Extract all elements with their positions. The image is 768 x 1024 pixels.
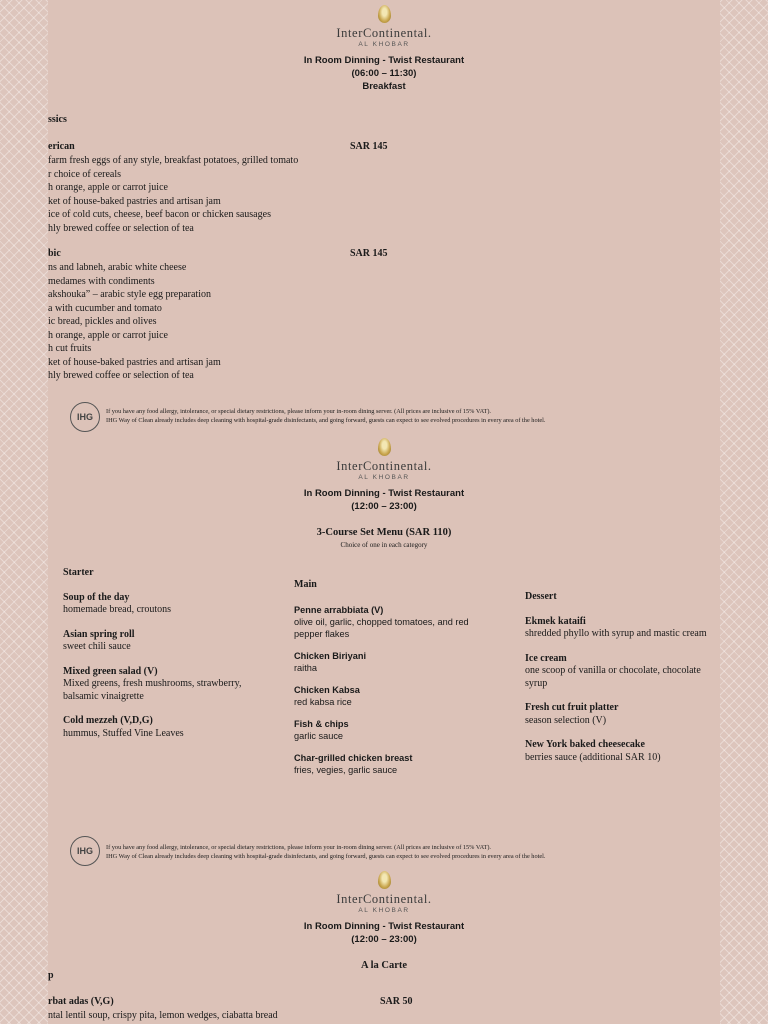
menu-item-name: Fresh cut fruit platter [525, 702, 619, 713]
brand-name: InterContinental. [336, 459, 432, 473]
brand-name: InterContinental. [336, 892, 432, 906]
menu-item-description: one scoop of vanilla or chocolate, chocolate syrup [525, 665, 701, 689]
service-hours: (12:00 – 23:00) [351, 934, 417, 945]
menu-item [294, 684, 494, 708]
menu-item [294, 718, 494, 742]
brand-location: AL KHOBAR [358, 41, 410, 48]
description-line: ic bread, pickles and olives [48, 316, 157, 327]
menu-item [525, 739, 715, 764]
menu-item [294, 604, 494, 640]
menu-item-description [48, 261, 221, 383]
description-line: ns and labneh, arabic white cheese [48, 262, 187, 273]
restaurant-title: In Room Dinning - Twist Restaurant [303, 921, 465, 932]
description-line: r choice of cereals [48, 168, 122, 180]
dessert-column [525, 591, 715, 764]
menu-item-description: hummus, Stuffed Vine Leaves [63, 727, 184, 739]
description-line: a with cucumber and tomato [48, 302, 162, 314]
dessert-title: Dessert [525, 591, 557, 602]
menu-item-name: rbat adas (V,G) [48, 996, 114, 1007]
menu-item [525, 702, 715, 727]
menu-item-description: shredded phyllo with syrup and mastic cream [525, 628, 707, 639]
menu-item [294, 650, 494, 674]
menu-item-name: Chicken Kabsa [294, 684, 360, 695]
decorative-border-right [720, 0, 768, 1024]
description-line: h cut fruits [48, 343, 92, 354]
menu-item-name: Soup of the day [63, 591, 130, 603]
description-line: hly brewed coffee or selection of tea [48, 370, 194, 381]
starter-title: Starter [63, 567, 94, 578]
description-line: medames with condiments [48, 275, 155, 287]
service-hours: (06:00 – 11:30) [351, 68, 417, 79]
menu-item-name: erican [48, 141, 75, 152]
menu-item-price: SAR 50 [380, 996, 413, 1007]
brand-location: AL KHOBAR [358, 907, 410, 914]
menu-item [294, 752, 494, 776]
ihg-logo-icon: IHG [70, 836, 100, 866]
ihg-logo-icon: IHG [70, 402, 100, 432]
menu-item-price: SAR 145 [350, 248, 388, 259]
menu-item-description: berries sauce (additional SAR 10) [525, 751, 661, 763]
description-line: ice of cold cuts, cheese, beef bacon or chicken sausages [48, 209, 271, 220]
set-menu-heading: 3-Course Set Menu (SAR 110) [316, 527, 452, 538]
menu-item-description: raitha [294, 662, 317, 673]
restaurant-title: In Room Dinning - Twist Restaurant [303, 55, 465, 66]
menu-item-description: Mixed greens, fresh mushrooms, strawberry, balsamic vinaigrette [63, 678, 242, 702]
menu-item-name: Char-grilled chicken breast [294, 752, 413, 763]
set-menu-subheading: Choice of one in each category [340, 541, 428, 549]
menu-item-description: ntal lentil soup, crispy pita, lemon wedges, ciabatta bread [48, 1010, 278, 1021]
menu-item [63, 715, 278, 740]
description-line: akshouka” – arabic style egg preparation [48, 289, 211, 300]
intercontinental-logo-icon [378, 5, 391, 23]
intercontinental-logo-icon [378, 871, 391, 889]
menu-item-name: Asian spring roll [63, 628, 135, 640]
service-hours: (12:00 – 23:00) [351, 501, 417, 512]
menu-item [63, 629, 278, 654]
menu-item [63, 592, 278, 617]
section-title: ssics [48, 114, 67, 125]
menu-item-name: Ice cream [525, 652, 567, 664]
menu-item-name: Ekmek kataifi [525, 615, 586, 627]
menu-item [525, 653, 715, 691]
cleaning-notice: IHG Way of Clean already includes deep cleaning with hospital-grade disinfectants, and going forward, guests can expect to see evolved procedures in every area of the hotel. [106, 853, 546, 860]
main-column [294, 579, 494, 776]
description-line: ket of house-baked pastries and artisan jam [48, 195, 221, 207]
menu-item-name: New York baked cheesecake [525, 739, 645, 750]
menu-item-description: red kabsa rice [294, 696, 352, 707]
starter-column [63, 567, 278, 740]
menu-item-description: fries, vegies, garlic sauce [294, 764, 398, 775]
a-la-carte-heading: A la Carte [360, 960, 408, 971]
menu-item-name: Penne arrabbiata (V) [294, 604, 384, 615]
intercontinental-logo-icon [378, 438, 391, 456]
allergy-notice: If you have any food allergy, intolerance, or special dietary restrictions, please inform your in-room dining server. (All prices are inclusive of 15% VAT). [106, 844, 491, 851]
menu-item-description: homemade bread, croutons [63, 604, 172, 615]
menu-item-description: sweet chili sauce [63, 641, 131, 652]
menu-item-name: Fish & chips [294, 718, 349, 729]
decorative-border-left [0, 0, 48, 1024]
allergy-notice: If you have any food allergy, intolerance, or special dietary restrictions, please inform your in-room dining server. (All prices are inclusive of 15% VAT). [106, 408, 491, 415]
description-line: hly brewed coffee or selection of tea [48, 222, 194, 234]
menu-item-price: SAR 145 [350, 141, 388, 152]
menu-item [63, 666, 278, 704]
menu-item-name: Chicken Biriyani [294, 650, 366, 661]
brand-name: InterContinental. [336, 26, 432, 40]
description-line: farm fresh eggs of any style, breakfast potatoes, grilled tomato [48, 155, 299, 166]
section-title: p [48, 970, 54, 981]
main-title: Main [294, 579, 317, 590]
description-line: h orange, apple or carrot juice [48, 182, 168, 193]
meal-title: Breakfast [362, 81, 406, 92]
restaurant-title: In Room Dinning - Twist Restaurant [303, 488, 465, 499]
menu-item-description: season selection (V) [525, 714, 607, 726]
cleaning-notice: IHG Way of Clean already includes deep cleaning with hospital-grade disinfectants, and going forward, guests can expect to see evolved procedures in every area of the hotel. [106, 417, 546, 424]
description-line: h orange, apple or carrot juice [48, 329, 168, 341]
menu-item-description: olive oil, garlic, chopped tomatoes, and red pepper flakes [294, 616, 469, 639]
menu-item-name: bic [48, 248, 61, 259]
menu-item-description [48, 154, 298, 235]
menu-item [525, 616, 715, 641]
menu-item-name: Cold mezzeh (V,D,G) [63, 715, 153, 726]
menu-item-name: Mixed green salad (V) [63, 665, 158, 677]
description-line: ket of house-baked pastries and artisan jam [48, 356, 221, 368]
menu-item-description: garlic sauce [294, 730, 344, 741]
brand-location: AL KHOBAR [358, 474, 410, 481]
